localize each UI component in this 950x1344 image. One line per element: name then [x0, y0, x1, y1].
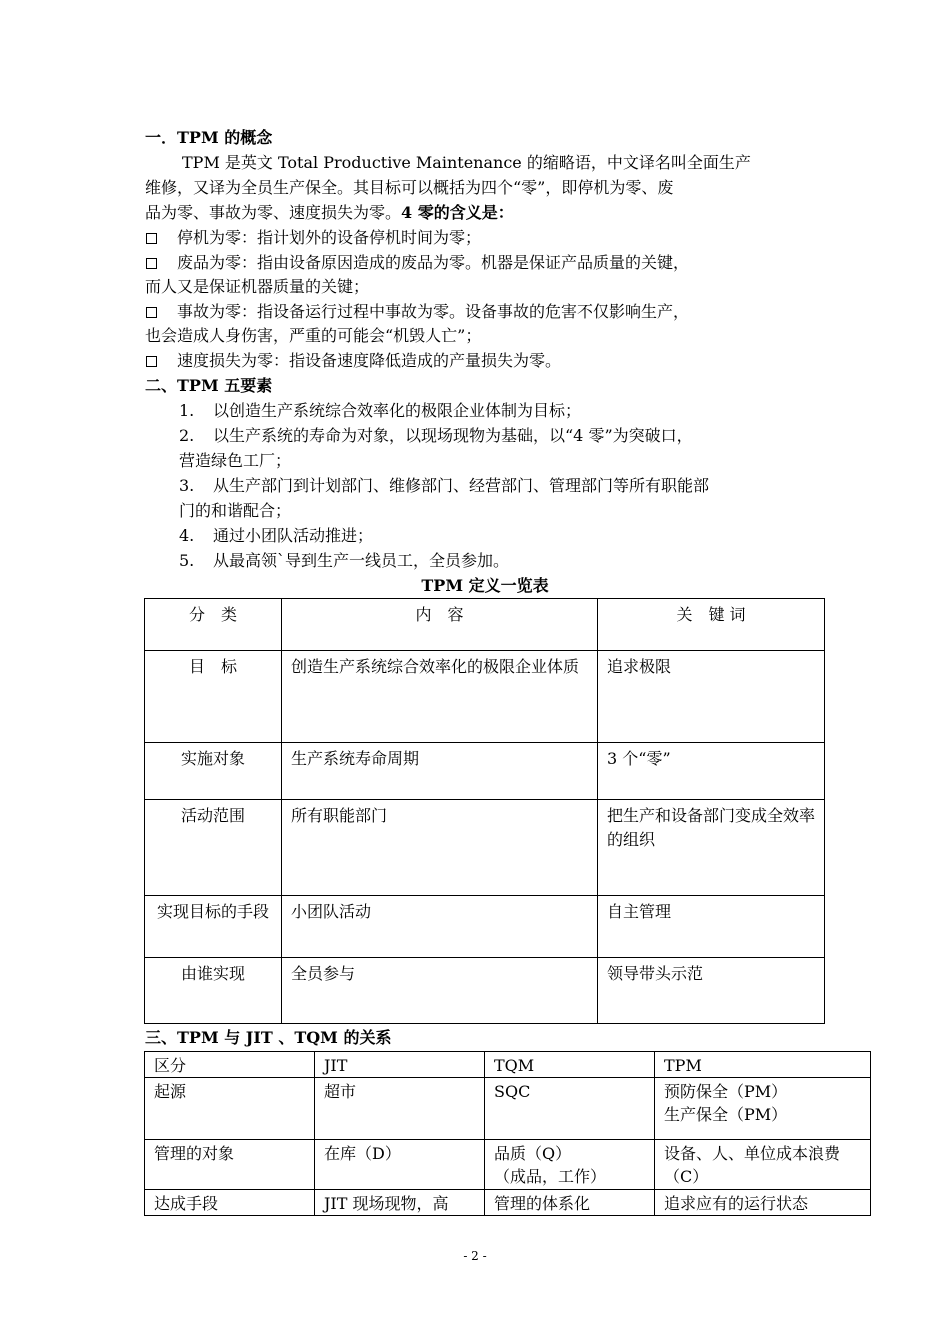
list-text: 以创造生产系统综合效率化的极限企业体制为目标；: [213, 401, 582, 420]
table-row: [145, 1190, 871, 1216]
table-cell: 追求应有的运行状态: [655, 1190, 871, 1216]
table-cell: SQC: [485, 1078, 655, 1140]
tpm-jit-tqm-table: [144, 1051, 871, 1216]
bullet-text: 停机为零：指计划外的设备停机时间为零；: [177, 228, 482, 247]
bullet-item: [145, 227, 481, 249]
list-number: 3.: [179, 476, 195, 495]
table1-caption: TPM 定义一览表: [421, 576, 549, 595]
list-text: 通过小团队活动推进；: [213, 526, 374, 545]
table-cell: 达成手段: [145, 1190, 315, 1216]
section1-paragraph-line: TPM 是英文 Total Productive Maintenance 的缩略语，中文译名叫全面生产: [182, 153, 751, 172]
table-row: [145, 1078, 871, 1140]
table-cell: 由谁实现: [145, 958, 282, 1024]
table-header-cell: 内 容: [282, 599, 598, 651]
list-continuation: 营造绿色工厂；: [179, 451, 292, 470]
table-cell: 目 标: [145, 651, 282, 743]
section1-paragraph-line: [145, 202, 514, 224]
checkbox-square-icon: [146, 356, 157, 367]
table-cell: 管理的对象: [145, 1140, 315, 1190]
bullet-item: [145, 301, 689, 323]
table-cell: 小团队活动: [282, 896, 598, 958]
table-header-cell: TPM: [655, 1052, 871, 1078]
list-text: 以生产系统的寿命为对象，以现场现物为基础，以“4 零”为突破口，: [213, 426, 693, 445]
table-header-cell: JIT: [315, 1052, 485, 1078]
table-header-cell: 分 类: [145, 599, 282, 651]
list-number: 1.: [179, 401, 195, 420]
table-cell: 追求极限: [598, 651, 825, 743]
table-cell: 管理的体系化: [485, 1190, 655, 1216]
section2-heading: 二、TPM 五要素: [145, 376, 273, 395]
tpm-definition-table: [144, 598, 825, 1024]
table-cell: 所有职能部门: [282, 800, 598, 896]
table-row: [145, 651, 825, 743]
table-cell: 设备、人、单位成本浪费（C）: [655, 1140, 871, 1190]
table-row: [145, 800, 825, 896]
list-item: [179, 400, 581, 422]
table-cell: 创造生产系统综合效率化的极限企业体质: [282, 651, 598, 743]
table-header-cell: TQM: [485, 1052, 655, 1078]
checkbox-square-icon: [146, 233, 157, 244]
table-header-row: [145, 599, 825, 651]
table-cell: 超市: [315, 1078, 485, 1140]
checkbox-square-icon: [146, 307, 157, 318]
table-header-cell: 关 键 词: [598, 599, 825, 651]
list-continuation: 门的和谐配合；: [179, 501, 292, 520]
section1-paragraph-text: 品为零、事故为零、速度损失为零。: [145, 203, 402, 222]
list-text: 从生产部门到计划部门、维修部门、经营部门、管理部门等所有职能部: [213, 476, 710, 495]
section3-heading: 三、TPM 与 JIT 、TQM 的关系: [145, 1028, 392, 1047]
list-item: [179, 475, 709, 497]
bullet-item: [145, 252, 689, 274]
bullet-text: 事故为零：指设备运行过程中事故为零。设备事故的危害不仅影响生产，: [177, 302, 690, 321]
bullet-item: [145, 350, 561, 372]
section1-paragraph-bold: 4 零的含义是：: [401, 203, 514, 222]
table-cell: 生产系统寿命周期: [282, 743, 598, 800]
table-row: [145, 1140, 871, 1190]
section1-heading: 一．TPM 的概念: [145, 128, 273, 147]
section1-paragraph-line: 维修，又译为全员生产保全。其目标可以概括为四个“零”，即停机为零、废: [145, 178, 674, 197]
table-cell: 在库（D）: [315, 1140, 485, 1190]
list-item: [179, 425, 693, 447]
table-header-cell: 区分: [145, 1052, 315, 1078]
table-cell: 把生产和设备部门变成全效率的组织: [598, 800, 825, 896]
list-number: 2.: [179, 426, 195, 445]
table-cell: 品质（Q） （成品，工作）: [485, 1140, 655, 1190]
bullet-text: 废品为零：指由设备原因造成的废品为零。机器是保证产品质量的关键，: [177, 253, 690, 272]
table-cell: 实施对象: [145, 743, 282, 800]
table-cell: 自主管理: [598, 896, 825, 958]
table-cell: 领导带头示范: [598, 958, 825, 1024]
table-cell: 全员参与: [282, 958, 598, 1024]
table-cell: 起源: [145, 1078, 315, 1140]
bullet-continuation: 也会造成人身伤害，严重的可能会“机毁人亡”；: [145, 326, 482, 345]
table-cell: 活动范围: [145, 800, 282, 896]
table-cell: 预防保全（PM） 生产保全（PM）: [655, 1078, 871, 1140]
table-row: [145, 896, 825, 958]
list-number: 5.: [179, 551, 195, 570]
list-text: 从最高领`导到生产一线员工，全员参加。: [213, 551, 510, 570]
table-row: [145, 743, 825, 800]
table-header-row: [145, 1052, 871, 1078]
list-item: [179, 550, 509, 572]
bullet-text: 速度损失为零：指设备速度降低造成的产量损失为零。: [177, 351, 562, 370]
checkbox-square-icon: [146, 258, 157, 269]
table-row: [145, 958, 825, 1024]
list-item: [179, 525, 373, 547]
table-cell: 实现目标的手段: [145, 896, 282, 958]
table-cell: JIT 现场现物，高: [315, 1190, 485, 1216]
table-cell: 3 个“零”: [598, 743, 825, 800]
bullet-continuation: 而人又是保证机器质量的关键；: [145, 277, 370, 296]
list-number: 4.: [179, 526, 195, 545]
page-number: - 2 -: [463, 1249, 487, 1263]
